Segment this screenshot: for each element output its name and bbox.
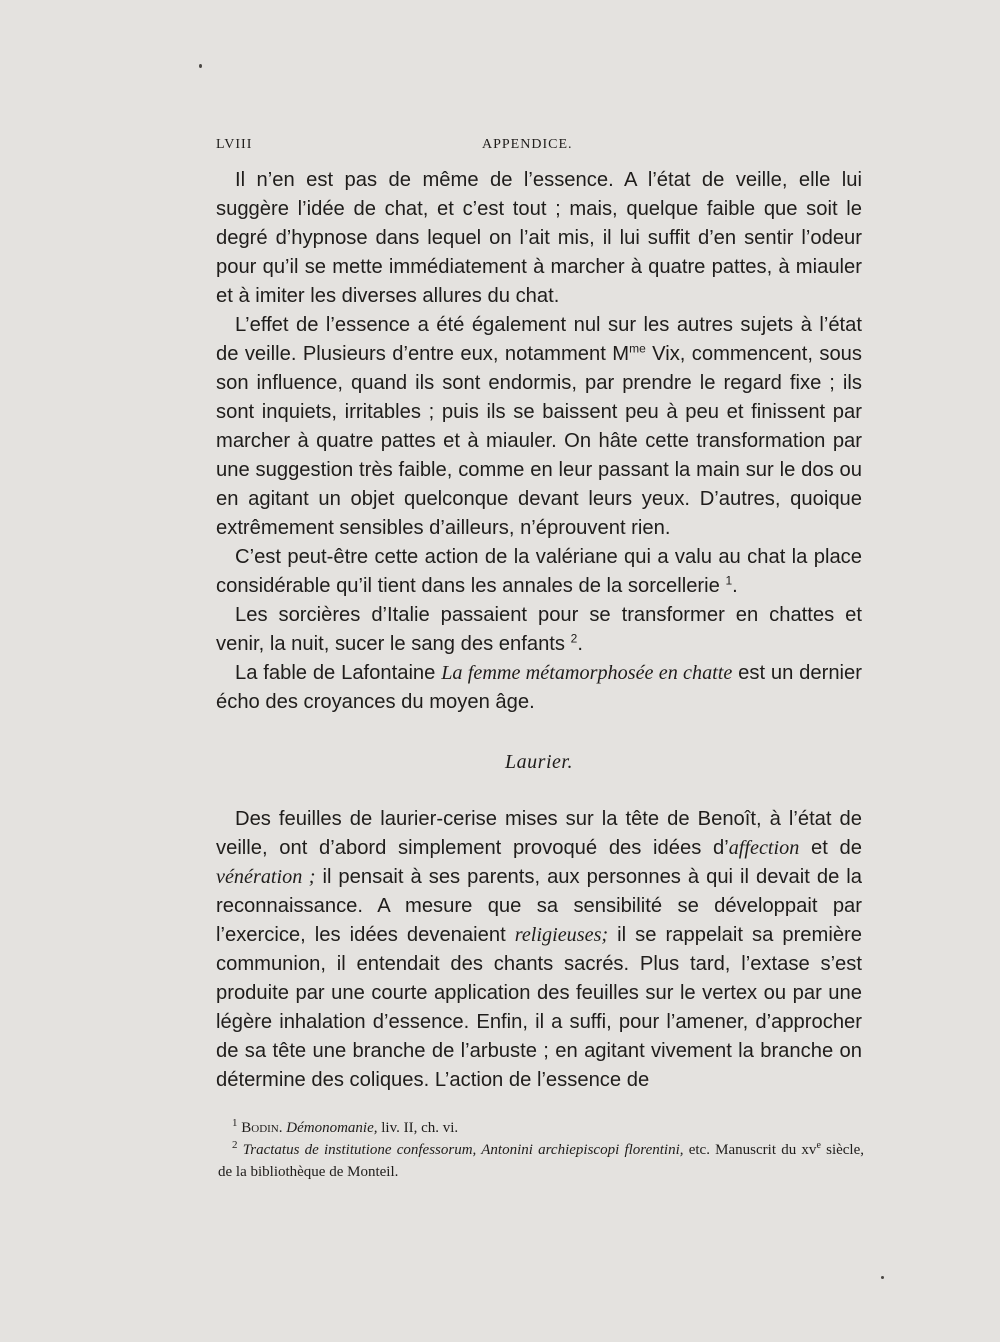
running-title: APPENDICE.	[482, 137, 573, 152]
footnote-text: etc. Manuscrit du xv	[683, 1142, 817, 1158]
footnote-marker: 1	[232, 1117, 238, 1129]
footnote-2	[218, 1139, 864, 1183]
italic-title: La femme métamorphosée en chatte	[441, 662, 733, 684]
paragraph-text: est un dernier écho des croyances du moyen âge.	[216, 662, 862, 713]
footnote-marker: 2	[232, 1139, 238, 1151]
footnote-text: .	[278, 1120, 287, 1136]
footnote-title: Démonomanie,	[286, 1120, 378, 1136]
paragraph-text: .	[732, 575, 738, 597]
paragraph	[216, 805, 862, 1095]
paragraph	[216, 659, 862, 717]
paragraph-text: .	[577, 633, 583, 655]
superscript: me	[629, 341, 646, 356]
superscript: e	[816, 1140, 821, 1151]
footnote-1	[218, 1117, 864, 1139]
footnote-text: liv. II, ch. vi.	[377, 1120, 459, 1136]
footnote-ref[interactable]: 2	[570, 631, 578, 646]
paragraph-text: il pensait à ses parents, aux personnes à qui il devait de la reconnaissance. A mesure que sa sensibilité se développait par l’exercice, les idées devenaient	[216, 866, 862, 946]
paragraph-text: C’est peut-être cette action de la valériane qui a valu au chat la place considérable qu’il tient dans les annales de la sorcellerie	[216, 546, 862, 597]
footnote-text: siècle, de la bibliothèque de Monteil.	[218, 1142, 865, 1180]
footnote-author: Bodin	[241, 1120, 279, 1136]
paragraph-text: Des feuilles de laurier-cerise mises sur la tête de Benoît, à l’état de veille, ont d’abord simplement provoqué des idées d’	[216, 808, 862, 859]
paragraph	[216, 311, 862, 543]
paragraph-text: et de	[799, 837, 862, 859]
paragraph	[216, 166, 862, 311]
paragraph-text: La fable de Lafontaine	[235, 662, 442, 684]
footnotes	[218, 1117, 864, 1183]
running-header	[216, 137, 862, 157]
paragraph-text: Il n’en est pas de même de l’essence. A l’état de veille, elle lui suggère l’idée de chat, et c’est tout ; mais, quelque faible que soit le degré d’hypnose dans lequel on l’ait mis, il lui suffit d’en sentir l’odeur pour qu’il se mette immédiatement à marcher à quatre pattes, à miauler et à imiter les diverses allures du chat.	[216, 169, 862, 307]
paragraph	[216, 543, 862, 601]
main-text	[216, 166, 862, 1095]
section-heading: Laurier.	[505, 751, 573, 773]
footnote-title: Tractatus de institutione confessorum, Antonini archiepiscopi florentini,	[242, 1142, 684, 1158]
ink-speck	[881, 1276, 884, 1279]
italic-word: religieuses;	[514, 924, 609, 946]
italic-word: affection	[728, 837, 800, 859]
paragraph-text: Les sorcières d’Italie passaient pour se transformer en chattes et venir, la nuit, sucer le sang des enfants	[216, 604, 862, 655]
italic-word: vénération ;	[216, 866, 316, 888]
paragraph	[216, 601, 862, 659]
paragraph-text: L’effet de l’essence a été également nul sur les autres sujets à l’état de veille. Plusieurs d’entre eux, notamment M	[216, 314, 862, 365]
paragraph-text: il se rappelait sa première communion, il entendait des chants sacrés. Plus tard, l’extase s’est produite par une courte application des feuilles sur le vertex ou par une légère inhalation d’essence. Enfin, il a suffi, pour l’amener, d’approcher de sa tête une branche de l’arbuste ; en agitant vivement la branche on détermine des coliques. L’action de l’essence de	[216, 924, 863, 1091]
page-number: LVIII	[216, 137, 253, 152]
footnote-ref[interactable]: 1	[725, 573, 733, 588]
ink-speck	[199, 64, 202, 68]
paragraph-text: Vix, commencent, sous son influence, quand ils sont endormis, par prendre le regard fixe ; ils sont inquiets, irritables ; puis ils se baissent peu à peu et finissent par marcher à quatre pattes et à miauler. On hâte cette transformation par une suggestion très faible, comme en leur passant la main sur le dos ou en agitant un objet quelconque devant leurs yeux. D’autres, quoique extrêmement sensibles d’ailleurs, n’éprouvent rien.	[216, 343, 862, 539]
